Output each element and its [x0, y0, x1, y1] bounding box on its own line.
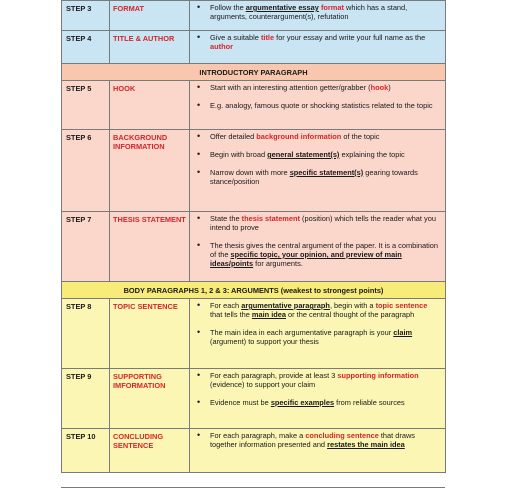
step-description — [190, 299, 446, 369]
step-row — [62, 369, 446, 429]
bullet-list — [190, 214, 441, 268]
bullet-list — [190, 301, 441, 346]
steps-table — [61, 0, 446, 473]
bullet-item — [190, 168, 441, 186]
text-span: that draws together information presented and — [210, 431, 415, 449]
step-description — [190, 31, 446, 64]
bullet-item — [190, 132, 441, 141]
step-description — [190, 369, 446, 429]
highlight-text: thesis statement — [241, 214, 300, 223]
step-label: BACKGROUND INFORMATION — [110, 130, 190, 212]
text-span: for your essay and write your full name as the — [274, 33, 426, 42]
bullet-item — [190, 3, 441, 21]
bullet-item — [190, 33, 441, 51]
text-span: that tells the — [210, 310, 252, 319]
emphasis-text: claim — [393, 328, 413, 337]
bullet-list — [190, 371, 441, 407]
highlight-text: supporting information — [337, 371, 419, 380]
highlight-text: concluding sentence — [305, 431, 379, 440]
step-number: STEP 8 — [62, 299, 110, 369]
text-span: gearing towards stance/position — [210, 168, 418, 186]
bullet-item — [190, 398, 441, 407]
step-label: CONCLUDING SENTENCE — [110, 429, 190, 473]
step-row — [62, 1, 446, 31]
text-span: of the topic — [341, 132, 380, 141]
text-span: which has a stand, arguments, counterargument(s), refutation — [210, 3, 408, 21]
bullet-list — [190, 83, 441, 110]
text-span: Narrow down with more — [210, 168, 290, 177]
step-label: TITLE & AUTHOR — [110, 31, 190, 64]
text-span: E.g. analogy, famous quote or shocking statistics related to the topic — [210, 101, 433, 110]
bullet-item — [190, 328, 441, 346]
text-span: ) — [388, 83, 391, 92]
text-span: For each paragraph, make a — [210, 431, 306, 440]
step-number: STEP 3 — [62, 1, 110, 31]
emphasis-text: main idea — [251, 310, 286, 319]
bullet-item — [190, 301, 441, 319]
step-number: STEP 9 — [62, 369, 110, 429]
step-number: STEP 6 — [62, 130, 110, 212]
step-row — [62, 130, 446, 212]
step-description — [190, 429, 446, 473]
text-span: Start with an interesting attention getter/grabber ( — [210, 83, 371, 92]
emphasis-text: argumentative essay — [245, 3, 319, 12]
highlight-text: topic sentence — [375, 301, 428, 310]
step-label: TOPIC SENTENCE — [110, 299, 190, 369]
emphasis-text: general statement(s) — [267, 150, 340, 159]
step-description — [190, 130, 446, 212]
text-span: (position) which tells the reader what you intend to prove — [210, 214, 436, 232]
step-label: THESIS STATEMENT — [110, 212, 190, 282]
step-row — [62, 31, 446, 64]
step-number: STEP 4 — [62, 31, 110, 64]
bullet-list — [190, 431, 441, 449]
step-row — [62, 299, 446, 369]
step-description — [190, 212, 446, 282]
emphasis-text: restates the main idea — [327, 440, 405, 449]
text-span: (argument) to support your thesis — [210, 337, 319, 346]
text-span: from reliable sources — [334, 398, 405, 407]
section-header-row — [62, 282, 446, 299]
text-span: The main idea in each argumentative paragraph is your — [210, 328, 394, 337]
text-span: for arguments. — [253, 259, 303, 268]
text-span: Begin with broad — [210, 150, 268, 159]
text-span: Follow the — [210, 3, 246, 12]
text-span: Evidence must be — [210, 398, 271, 407]
highlight-text: hook — [370, 83, 389, 92]
step-number: STEP 7 — [62, 212, 110, 282]
text-span: , begin with a — [329, 301, 376, 310]
emphasis-text: specific topic, your opinion, and preview of main ideas/points — [210, 250, 402, 268]
bullet-list — [190, 3, 441, 21]
step-row — [62, 429, 446, 473]
highlight-text: format — [320, 3, 344, 12]
text-span: (evidence) to support your claim — [210, 380, 316, 389]
highlight-text: author — [210, 42, 233, 51]
step-row — [62, 212, 446, 282]
bullet-item — [190, 150, 441, 159]
section-header: INTRODUCTORY PARAGRAPH — [62, 64, 446, 81]
text-span: The thesis gives the central argument of the paper. It is a combination of the — [210, 241, 439, 259]
text-span: or the central thought of the paragraph — [286, 310, 415, 319]
highlight-text: background information — [256, 132, 342, 141]
step-number: STEP 10 — [62, 429, 110, 473]
step-label: FORMAT — [110, 1, 190, 31]
emphasis-text: specific statement(s) — [289, 168, 364, 177]
bullet-item — [190, 214, 441, 232]
text-span: For each — [210, 301, 242, 310]
text-span: Give a suitable — [210, 33, 261, 42]
text-span: State the — [210, 214, 242, 223]
text-span: explaining the topic — [339, 150, 405, 159]
text-span: For each paragraph, provide at least 3 — [210, 371, 338, 380]
bullet-item — [190, 83, 441, 92]
steps-table-body — [62, 1, 446, 473]
emphasis-text: specific examples — [270, 398, 335, 407]
section-header-row — [62, 64, 446, 81]
step-description — [190, 81, 446, 130]
table-bottom-border — [61, 487, 445, 488]
step-label: SUPPORTING IMFORMATION — [110, 369, 190, 429]
emphasis-text: argumentative paragraph — [241, 301, 330, 310]
text-span: Offer detailed — [210, 132, 257, 141]
bullet-list — [190, 33, 441, 51]
step-description — [190, 1, 446, 31]
bullet-item — [190, 431, 441, 449]
step-number: STEP 5 — [62, 81, 110, 130]
step-label: HOOK — [110, 81, 190, 130]
section-header: BODY PARAGRAPHS 1, 2 & 3: ARGUMENTS (weakest to strongest points) — [62, 282, 446, 299]
bullet-list — [190, 132, 441, 186]
bullet-item — [190, 101, 441, 110]
bullet-item — [190, 371, 441, 389]
highlight-text: title — [260, 33, 275, 42]
step-row — [62, 81, 446, 130]
bullet-item — [190, 241, 441, 268]
